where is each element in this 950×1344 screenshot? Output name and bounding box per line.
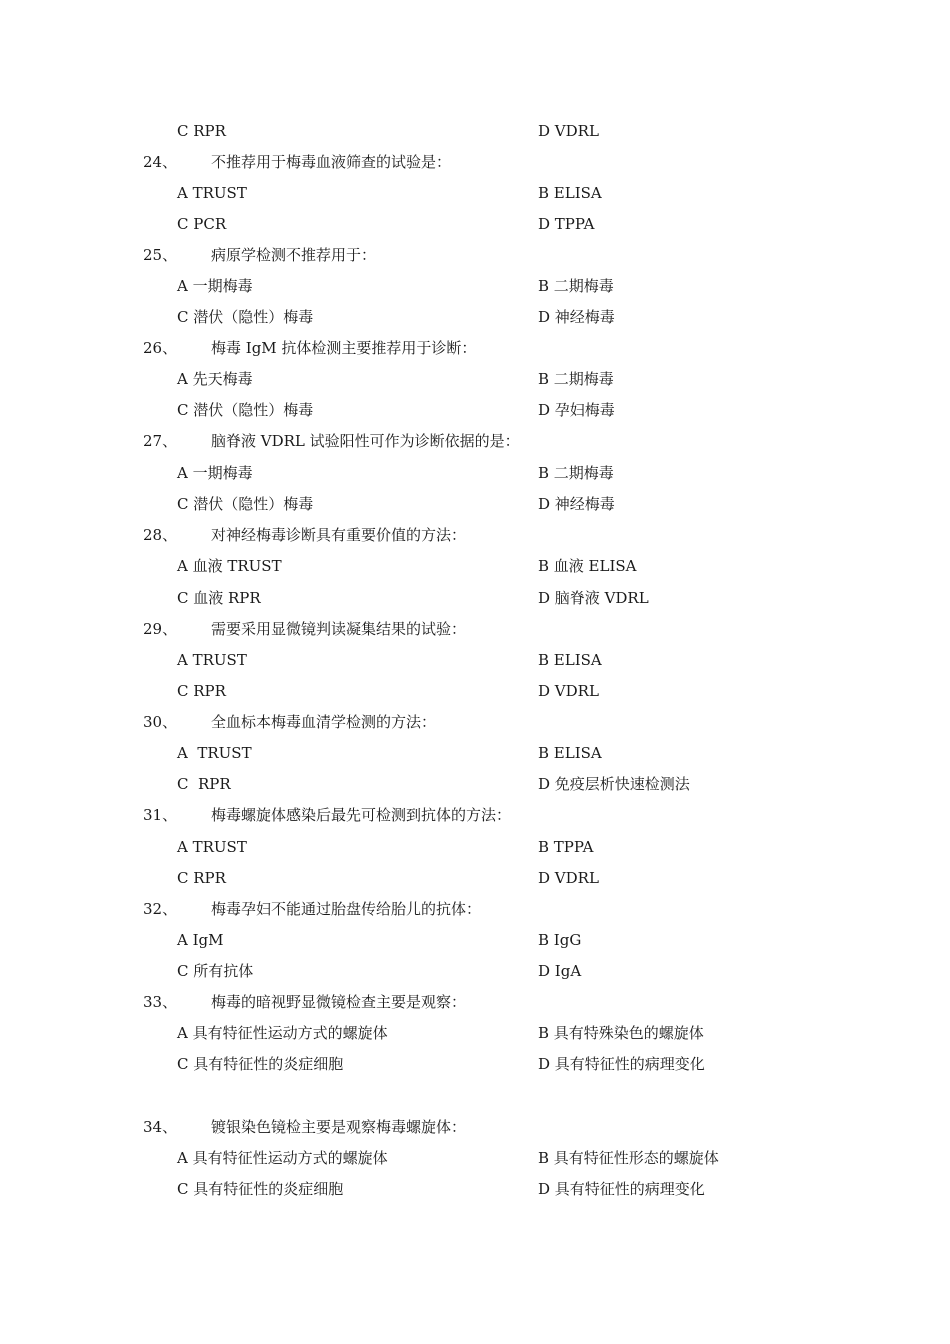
option-a: A TRUST: [177, 744, 252, 762]
question-number: 27、: [143, 432, 178, 450]
question-text: 全血标本梅毒血清学检测的方法：: [211, 713, 437, 731]
option-a: A 具有特征性运动方式的螺旋体: [177, 1024, 388, 1042]
question-number: 26、: [143, 339, 178, 357]
option-b: B IgG: [538, 931, 582, 949]
question-number: 24、: [143, 153, 178, 171]
option-c: C RPR: [177, 869, 226, 887]
question-number: 28、: [143, 526, 178, 544]
question-number: 30、: [143, 713, 178, 731]
option-a: A 一期梅毒: [177, 464, 253, 482]
question-text: 梅毒的暗视野显微镜检查主要是观察：: [211, 993, 467, 1011]
option-b: B ELISA: [538, 651, 602, 669]
question-number: 25、: [143, 246, 178, 264]
option-b: B 二期梅毒: [538, 277, 614, 295]
question-text: 梅毒 IgM 抗体检测主要推荐用于诊断：: [211, 339, 477, 357]
option-c: C RPR: [177, 122, 226, 140]
option-a: A 具有特征性运动方式的螺旋体: [177, 1149, 388, 1167]
option-a: A 先天梅毒: [177, 370, 253, 388]
option-b: B TPPA: [538, 838, 594, 856]
option-d: D 孕妇梅毒: [538, 401, 615, 419]
question-number: 34、: [143, 1118, 178, 1136]
option-c: C 具有特征性的炎症细胞: [177, 1055, 344, 1073]
option-c: C 潜伏（隐性）梅毒: [177, 308, 314, 326]
question-number: 33、: [143, 993, 178, 1011]
option-d: D VDRL: [538, 122, 599, 140]
question-text: 不推荐用于梅毒血液筛查的试验是：: [211, 153, 452, 171]
option-c: C 具有特征性的炎症细胞: [177, 1180, 344, 1198]
question-text: 对神经梅毒诊断具有重要价值的方法：: [211, 526, 467, 544]
option-d: D 神经梅毒: [538, 308, 615, 326]
option-d: D 神经梅毒: [538, 495, 615, 513]
option-a: A IgM: [177, 931, 224, 949]
option-c: C RPR: [177, 682, 226, 700]
question-text: 镀银染色镜检主要是观察梅毒螺旋体：: [211, 1118, 467, 1136]
question-number: 32、: [143, 900, 178, 918]
option-d: D VDRL: [538, 682, 599, 700]
option-d: D IgA: [538, 962, 582, 980]
question-text: 脑脊液 VDRL 试验阳性可作为诊断依据的是：: [211, 432, 520, 450]
option-c: C PCR: [177, 215, 227, 233]
option-c: C 血液 RPR: [177, 589, 261, 607]
option-b: B ELISA: [538, 744, 602, 762]
option-a: A TRUST: [177, 651, 247, 669]
option-b: B ELISA: [538, 184, 602, 202]
question-text: 需要采用显微镜判读凝集结果的试验：: [211, 620, 467, 638]
option-a: A TRUST: [177, 838, 247, 856]
option-d: D VDRL: [538, 869, 599, 887]
option-d: D 具有特征性的病理变化: [538, 1180, 705, 1198]
option-d: D 免疫层析快速检测法: [538, 775, 690, 793]
question-number: 29、: [143, 620, 178, 638]
option-a: A 血液 TRUST: [177, 557, 282, 575]
option-c: C 所有抗体: [177, 962, 254, 980]
question-text: 病原学检测不推荐用于：: [211, 246, 377, 264]
option-b: B 具有特征性形态的螺旋体: [538, 1149, 719, 1167]
option-b: B 二期梅毒: [538, 464, 614, 482]
option-a: A 一期梅毒: [177, 277, 253, 295]
option-d: D 脑脊液 VDRL: [538, 589, 649, 607]
option-c: C 潜伏（隐性）梅毒: [177, 401, 314, 419]
question-text: 梅毒孕妇不能通过胎盘传给胎儿的抗体：: [211, 900, 482, 918]
option-d: D 具有特征性的病理变化: [538, 1055, 705, 1073]
question-number: 31、: [143, 806, 178, 824]
option-a: A TRUST: [177, 184, 247, 202]
option-c: C RPR: [177, 775, 231, 793]
option-d: D TPPA: [538, 215, 595, 233]
question-text: 梅毒螺旋体感染后最先可检测到抗体的方法：: [211, 806, 512, 824]
option-b: B 血液 ELISA: [538, 557, 637, 575]
option-c: C 潜伏（隐性）梅毒: [177, 495, 314, 513]
option-b: B 二期梅毒: [538, 370, 614, 388]
option-b: B 具有特殊染色的螺旋体: [538, 1024, 704, 1042]
